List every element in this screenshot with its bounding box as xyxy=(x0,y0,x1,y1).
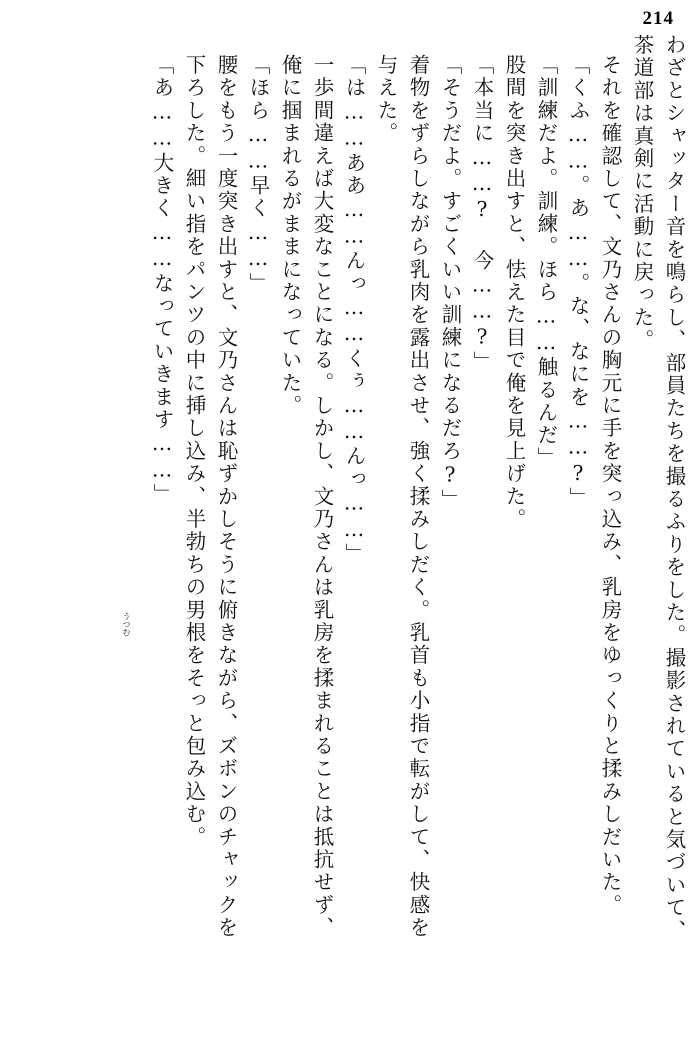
text-line: 下ろした。細い指をパンツの中に挿し込み、半勃ちの男根をそっと包み込む。 xyxy=(182,54,206,849)
vertical-text-body xyxy=(18,34,684,1028)
text-line: 「訓練だよ。訓練。ほら……触るんだ」 xyxy=(534,54,558,470)
text-line: 股間を突き出すと、怯えた目で俺を見上げた。 xyxy=(502,54,526,531)
text-line: 着物をずらしながら乳肉を露出させ、強く揉みしだく。乳首も小指で転がして、快感を xyxy=(406,54,430,940)
text-line: 俺に掴まれるがままになっていた。 xyxy=(278,54,302,418)
text-line: 「あ……大きく……なっていきます……」 xyxy=(150,54,174,507)
text-line: わざとシャッター音を鳴らし、部員たちを撮るふりをした。撮影されていると気づいて、 xyxy=(662,34,686,942)
text-line: 「そうだよ。すごくいい訓練になるだろ?」 xyxy=(438,54,462,512)
ruby-annotation: うつむ xyxy=(122,612,131,636)
text-line: 「本当に……? 今……?」 xyxy=(470,54,494,374)
text-line: それを確認して、文乃さんの胸元に手を突っ込み、乳房をゆっくりと揉みしだいた。 xyxy=(598,54,622,917)
text-line: 「くふ……。あ……。な、なにを……?」 xyxy=(566,54,590,510)
text-line: 茶道部は真剣に活動に戻った。 xyxy=(630,34,654,352)
page-number: 214 xyxy=(642,8,674,29)
text-line: 一歩間違えば大変なことになる。しかし、文乃さんは乳房を揉まれることは抵抗せず、 xyxy=(310,54,334,940)
text-line: 「は……ああ……んっ……くぅ……んっ……」 xyxy=(342,54,366,566)
text-line: 与えた。 xyxy=(374,54,398,145)
text-line: 「ほら……早く……」 xyxy=(246,54,270,295)
text-line: 腰をもう一度突き出すと、文乃さんは恥ずかしそうに俯きながら、ズボンのチャックを xyxy=(214,54,238,940)
